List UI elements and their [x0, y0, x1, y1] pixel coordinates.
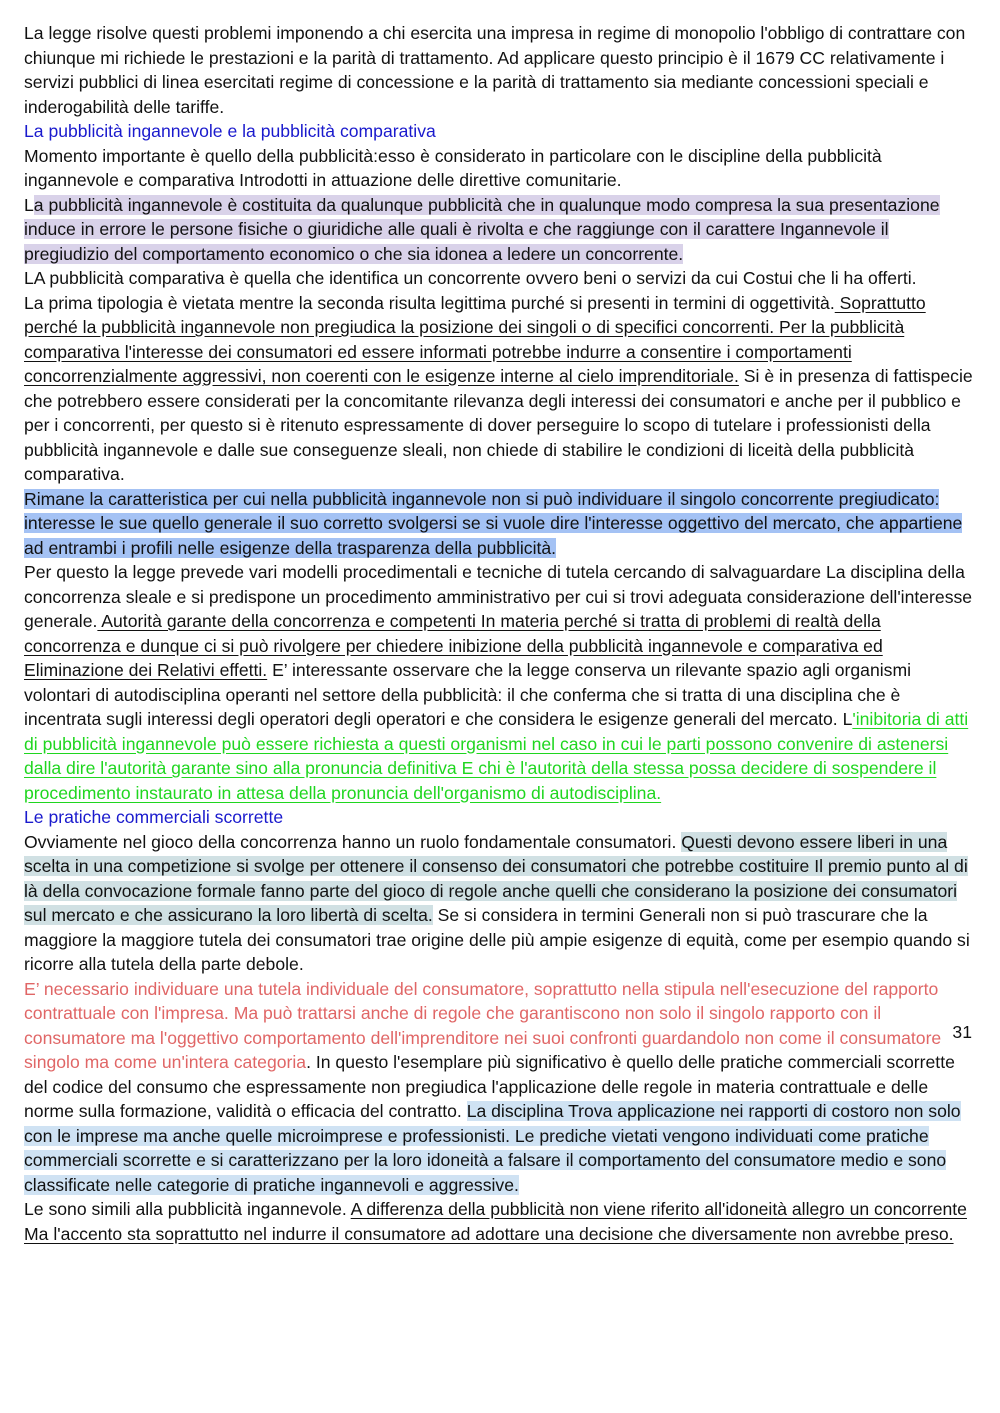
paragraph-monopoly: La legge risolve questi problemi imponendo a chi esercita una impresa in regime di monopolio l'obbligo di contrattare con chiunque mi richiede le prestazioni e la parità di trattamento. Ad applicare questo principio è il 1679 CC relativamente i servizi pubblici di linea esercitati regime di concessione e la parità di trattamento sia mediante concessioni speciali e inderogabilità delle tariffe. — [24, 23, 966, 117]
highlighted-text: Questi devono essere liberi in una scelta in una competizione si svolge per ottenere il consenso dei consumatori che potrebbe costituire Il premio punto al di là della convocazione formale fanno parte del gioco di regole anche quelli che considerano la posizione dei consumatori sul mercato e che assicurano la loro libertà di scelta. — [24, 831, 968, 925]
text-run: Si è in presenza di fattispecie che potrebbero essere considerati per la concomitante rilevanza degli interessi dei consumatori e anche per il pubblico e per i concorrenti, per questo si è ritenuto espressamente di dover perseguire lo scopo di tutelare i professionisti della pubblicità ingannevole e dalle sue conseguenze sleali, non chiede di stabilire le condizioni di liceità della pubblicità comparativa. — [24, 366, 973, 484]
underlined-text: Soprattutto perché la pubblicità ingannevole non pregiudica la posizione dei singoli o di specifici concorrenti. Per la pubblicità comparativa l'interesse dei consumatori ed essere informati potrebbe indurre a consentire i comportamenti concorrenzialmente aggressivi, non coerenti con le esigenze interne al cielo imprenditoriale. — [24, 292, 926, 386]
text-run: Ovviamente nel gioco della concorrenza hanno un ruolo fondamentale consumatori. — [24, 831, 682, 852]
green-underlined-text: 'inibitoria di atti di pubblicità ingannevole può essere richiesta a questi organismi nel caso in cui le parti possono convenire di astenersi dalla dire l'autorità garante sino alla pronuncia definitiva E chi è l'autorità della stessa possa decidere di sospendere il procedimento instaurato in attesa della pronuncia dell'organismo di autodisciplina. — [24, 709, 969, 803]
document-body — [24, 21, 976, 1246]
text-run: Per questo la legge prevede vari modelli procedimentali e tecniche di tutela cercando di salvaguardare La disciplina della concorrenza sleale e si predispone un procedimento amministrativo per cui si trovi adeguata considerazione dell'interesse generale. — [24, 562, 973, 631]
paragraph-comparison — [24, 1197, 976, 1246]
paragraph-consumer-protection — [24, 977, 976, 1198]
page-number: 31 — [952, 1022, 972, 1042]
text-run: Se si considera in termini Generali non si può trascurare che la maggiore la maggiore tutela dei consumatori trae origine delle più ampie esigenze di equità, come per esempio quando si ricorre alla tutela della parte debole. — [24, 905, 970, 974]
paragraph-comparative-definition: LA pubblicità comparativa è quella che identifica un concorrente ovvero beni o servizi da cui Costui che li ha offerti. — [24, 268, 917, 288]
text-run: L — [24, 194, 34, 215]
colored-text: E’ necessario individuare una tutela individuale del consumatore, soprattutto nella stipula nell'esecuzione del rapporto contrattuale con l'impresa. Ma può trattarsi anche di regole che garantiscono non solo il singolo rapporto con il consumatore ma l'oggettivo comportamento dell'imprenditore nei suoi confronti guardandolo non come il consumatore singolo ma come un'intera categoria — [24, 978, 942, 1072]
section-heading-misleading-advertising: La pubblicità ingannevole e la pubblicità comparativa — [24, 121, 436, 141]
text-run: . In questo l'esemplare più significativo è quello delle pratiche commerciali scorrette del codice del consumo che espressamente non pregiudica l'applicazione delle regole in materia contrattuale e delle norme sulla formazione, validità o efficacia del contratto. — [24, 1052, 955, 1121]
paragraph-misleading-definition — [24, 193, 976, 267]
paragraph-consumers — [24, 830, 976, 977]
paragraph-legitimacy — [24, 291, 976, 487]
paragraph-procedures — [24, 560, 976, 805]
section-heading-unfair-practices: Le pratiche commerciali scorrette — [24, 807, 284, 827]
highlighted-text: a pubblicità ingannevole è costituita da qualunque pubblicità che in qualunque modo compresa la sua presentazione induce in errore le persone fisiche o giuridiche alle quali è rivolta e che raggiunge con il carattere Ingannevole il pregiudizio del comportamento economico o che sia idonea a ledere un concorrente. — [24, 194, 940, 264]
text-run: Le sono simili alla pubblicità ingannevole. — [24, 1199, 351, 1219]
underlined-text: A differenza della pubblicità non viene riferito all'idoneità allegro un concorrente Ma l'accento sta soprattutto nel indurre il consumatore ad adottare una decisione che diversamente non avrebbe preso. — [24, 1199, 967, 1244]
highlighted-text: La disciplina Trova applicazione nei rapporti di costoro non solo con le imprese ma anche quelle microimprese e professionisti. Le prediche vietati vengono individuati come pratiche commerciali scorrette e si caratterizzano per la loro idoneità a falsare il comportamento del consumatore medio e sono classificate nelle categorie di pratiche ingannevoli e aggressive. — [24, 1101, 961, 1195]
text-run: E’ interessante osservare che la legge conserva un rilevante spazio agli organismi volontari di autodisciplina operanti nel settore della pubblicità: il che conferma che si tratta di una disciplina che è incentrata sugli interessi degli operatori degli operatori e che considera le esigenze generali del mercato. L — [24, 660, 912, 729]
underlined-text: Autorità garante della concorrenza e competenti In materia perché si tratta di problemi di realtà della concorrenza e dunque ci si può rivolgere per chiedere inibizione della pubblicità ingannevole e comparativa ed Eliminazione dei Relativi effetti. — [24, 611, 883, 680]
text-run: La prima tipologia è vietata mentre la seconda risulta legittima purché si presenti in termini di oggettività. — [24, 292, 835, 313]
paragraph-advertising-intro: Momento importante è quello della pubblicità:esso è considerato in particolare con le discipline della pubblicità ingannevole e comparativa Introdotti in attuazione delle direttive comunitarie. — [24, 145, 882, 190]
paragraph-general-interest — [24, 487, 976, 561]
highlighted-text: Rimane la caratteristica per cui nella pubblicità ingannevole non si può individuare il singolo concorrente pregiudicato: interesse le sue quello generale il suo corretto svolgersi se si vuole dire l'interesse oggettivo del mercato, che appartiene ad entrambi i profili nelle esigenze della trasparenza della pubblicità. — [24, 488, 963, 558]
